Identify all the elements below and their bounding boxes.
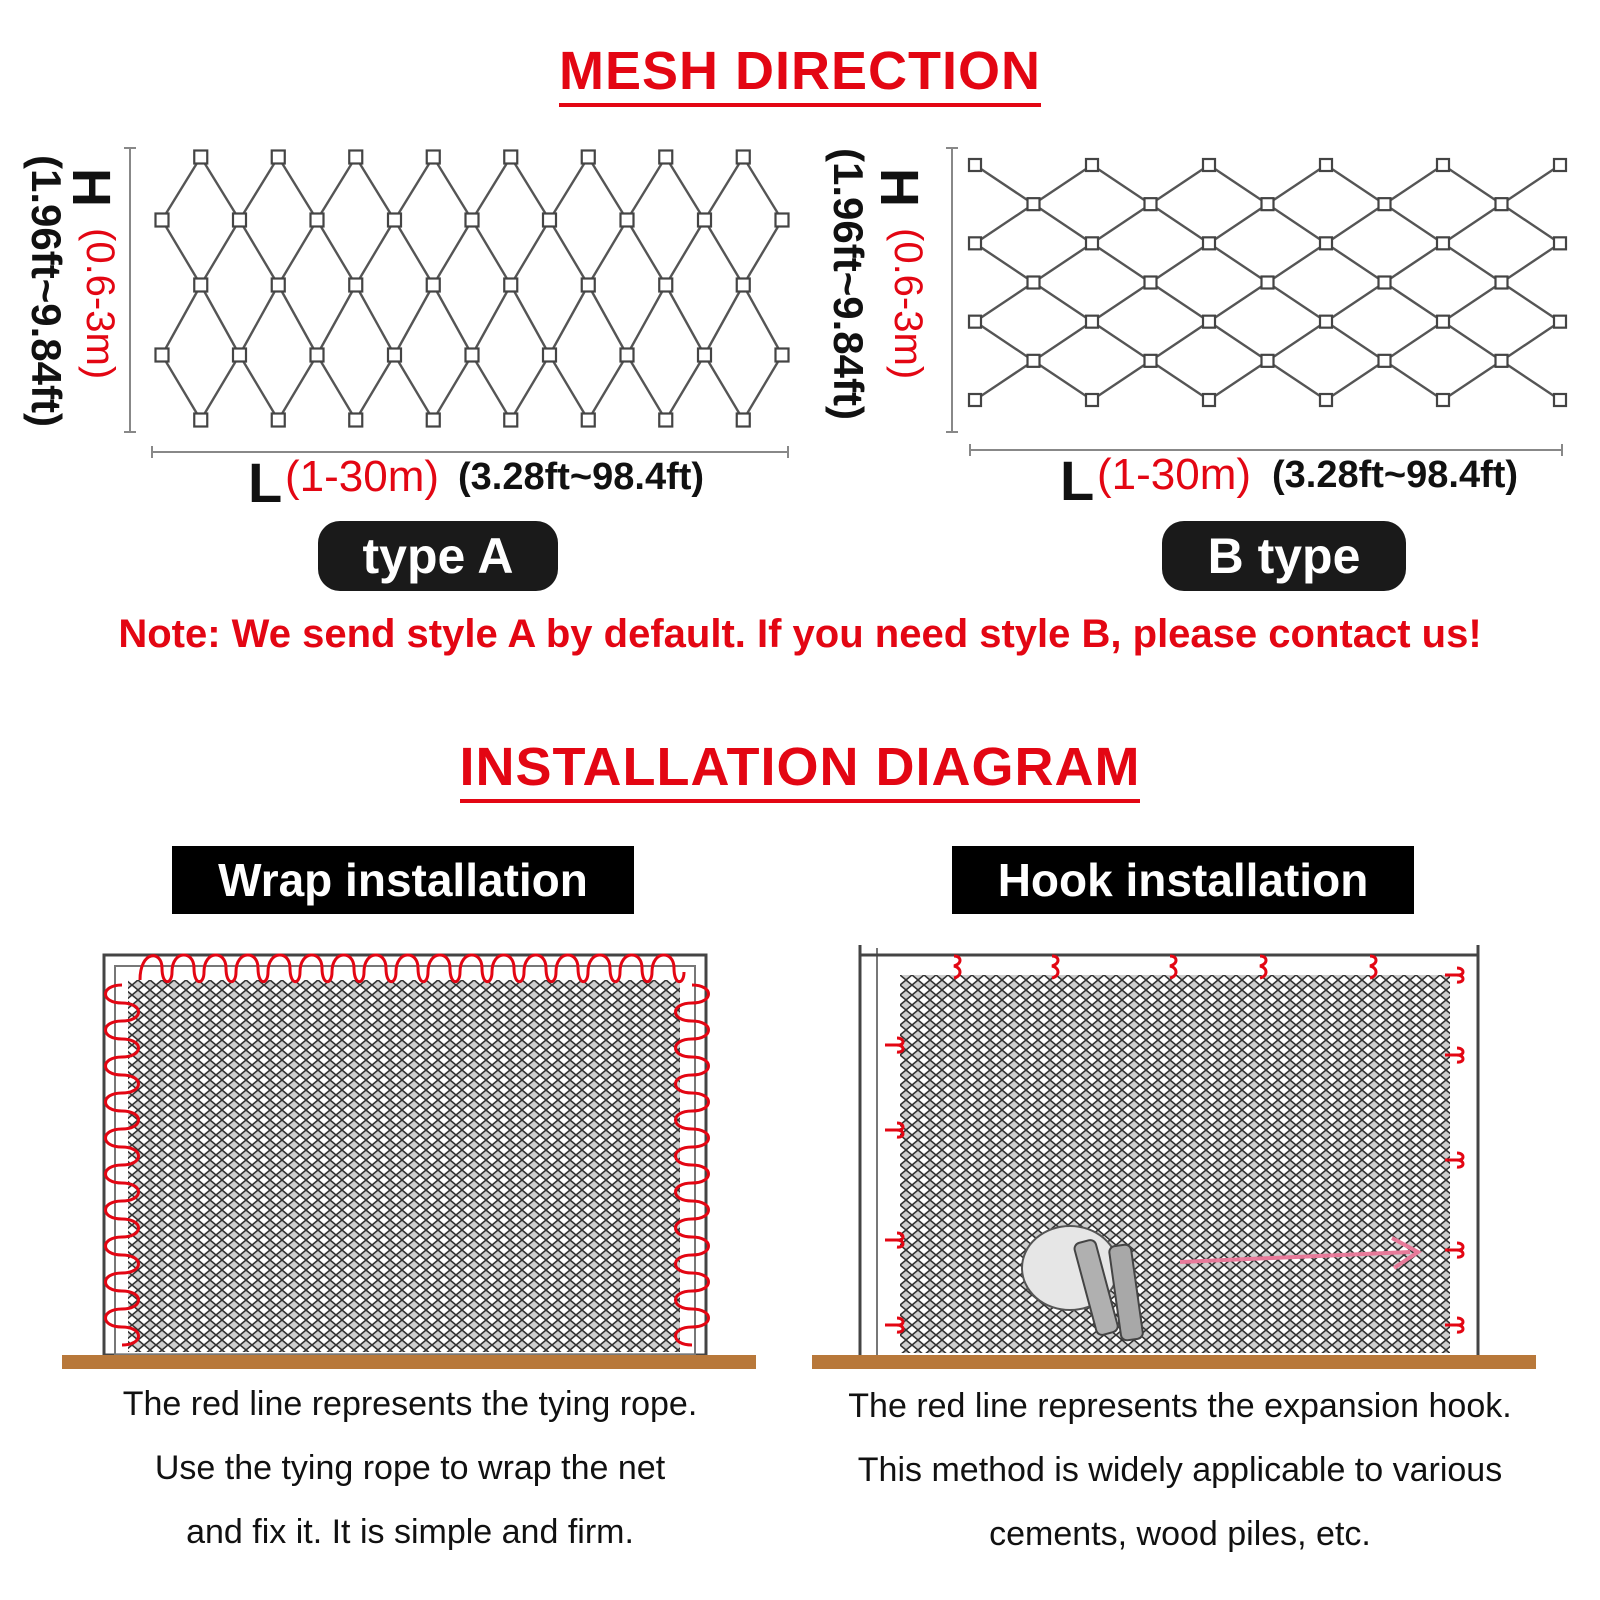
mesh-strand — [162, 157, 201, 220]
expansion-hook-icon — [1370, 956, 1376, 978]
mesh-knot — [1437, 394, 1449, 406]
mesh-strand — [1326, 283, 1385, 322]
mesh-knot — [349, 151, 362, 164]
expansion-hook-icon — [1170, 956, 1176, 978]
mesh-knot — [582, 414, 595, 427]
mesh-knot — [621, 214, 634, 227]
mesh-knot — [1203, 316, 1215, 328]
mesh-knot — [349, 414, 362, 427]
mesh-knot — [737, 279, 750, 292]
mesh-strand — [550, 220, 589, 285]
mesh-strand — [1385, 322, 1444, 361]
mesh-strand — [1268, 361, 1327, 400]
mesh-strand — [1209, 204, 1268, 243]
mesh-knot — [466, 349, 479, 362]
mesh-knot — [1320, 237, 1332, 249]
mesh-knot — [1320, 394, 1332, 406]
mesh-knot — [1437, 159, 1449, 171]
mesh-strand — [1268, 243, 1327, 282]
mesh-strand — [395, 285, 434, 355]
mesh-strand — [1209, 165, 1268, 204]
mesh-knot — [659, 151, 672, 164]
expansion-hook-icon — [954, 956, 960, 978]
mesh-strand — [627, 157, 666, 220]
mesh-strand — [666, 157, 705, 220]
mesh-strand — [472, 285, 511, 355]
mesh-strand — [1092, 165, 1151, 204]
mesh-strand — [511, 220, 550, 285]
mesh-knot — [1086, 316, 1098, 328]
mesh-strand — [201, 355, 240, 420]
mesh-strand — [1443, 361, 1502, 400]
mesh-knot — [1554, 237, 1566, 249]
mesh-strand — [1268, 322, 1327, 361]
mesh-knot — [1320, 159, 1332, 171]
mesh-strand — [472, 220, 511, 285]
mesh-strand — [1034, 165, 1093, 204]
wrap-caption-line: and fix it. It is simple and firm. — [186, 1513, 634, 1551]
mesh-knot — [233, 214, 246, 227]
mesh-strand — [1034, 243, 1093, 282]
mesh-strand — [975, 322, 1034, 361]
mesh-strand — [1092, 322, 1151, 361]
mesh-knot — [388, 214, 401, 227]
mesh-strand — [705, 285, 744, 355]
mesh-strand — [1443, 322, 1502, 361]
mesh-strand — [1268, 165, 1327, 204]
mesh-strand — [1443, 204, 1502, 243]
mesh-knot — [1145, 198, 1157, 210]
mesh-strand — [588, 157, 627, 220]
type-a-length-imperial: (3.28ft~98.4ft) — [458, 456, 705, 498]
mesh-strand — [162, 220, 201, 285]
mesh-knot — [349, 279, 362, 292]
mesh-strand — [588, 285, 627, 355]
mesh-strand — [743, 285, 782, 355]
mesh-strand — [1385, 283, 1444, 322]
mesh-knot — [1496, 277, 1508, 289]
wrap-caption-line: Use the tying rope to wrap the net — [154, 1449, 666, 1487]
mesh-strand — [550, 355, 589, 420]
mesh-knot — [427, 414, 440, 427]
mesh-strand — [1385, 165, 1444, 204]
mesh-knot — [582, 279, 595, 292]
wrap-ground — [62, 1355, 756, 1369]
mesh-strand — [550, 157, 589, 220]
mesh-strand — [1151, 243, 1210, 282]
mesh-knot — [427, 279, 440, 292]
mesh-strand — [1209, 361, 1268, 400]
mesh-strand — [201, 285, 240, 355]
mesh-knot — [1028, 355, 1040, 367]
mesh-knot — [1554, 316, 1566, 328]
mesh-strand — [472, 355, 511, 420]
mesh-knot — [659, 414, 672, 427]
mesh-strand — [433, 285, 472, 355]
installation-diagram-title: INSTALLATION DIAGRAM — [0, 736, 1600, 798]
mesh-strand — [511, 285, 550, 355]
mesh-strand — [1092, 283, 1151, 322]
expansion-hook-icon — [1052, 956, 1058, 978]
mesh-strand — [1209, 322, 1268, 361]
type-a-length-metric: (1-30m) — [285, 452, 440, 501]
type-b-height-metric: (0.6-3m) — [886, 228, 930, 380]
mesh-strand — [278, 285, 317, 355]
mesh-strand — [705, 355, 744, 420]
mesh-knot — [1203, 159, 1215, 171]
mesh-knot — [504, 279, 517, 292]
mesh-strand — [588, 355, 627, 420]
mesh-strand — [356, 220, 395, 285]
mesh-knot — [543, 214, 556, 227]
mesh-strand — [1326, 322, 1385, 361]
mesh-strand — [975, 165, 1034, 204]
mesh-strand — [588, 220, 627, 285]
mesh-strand — [433, 157, 472, 220]
mesh-knot — [969, 316, 981, 328]
mesh-strand — [278, 220, 317, 285]
mesh-strand — [201, 157, 240, 220]
mesh-strand — [356, 285, 395, 355]
mesh-knot — [1554, 159, 1566, 171]
mesh-strand — [511, 355, 550, 420]
mesh-strand — [240, 220, 279, 285]
mesh-strand — [666, 355, 705, 420]
mesh-strand — [1092, 361, 1151, 400]
mesh-strand — [240, 355, 279, 420]
mesh-knot — [194, 151, 207, 164]
mesh-knot — [1203, 394, 1215, 406]
mesh-strand — [1034, 361, 1093, 400]
mesh-strand — [975, 283, 1034, 322]
mesh-knot — [698, 349, 711, 362]
mesh-knot — [311, 349, 324, 362]
mesh-knot — [737, 414, 750, 427]
hook-ground — [812, 1355, 1536, 1369]
mesh-strand — [1443, 165, 1502, 204]
mesh-knot — [504, 414, 517, 427]
mesh-knot — [1379, 355, 1391, 367]
mesh-knot — [1028, 277, 1040, 289]
mesh-strand — [433, 355, 472, 420]
type-b-label: B type — [1162, 521, 1406, 591]
wrap-installation-label: Wrap installation — [172, 846, 634, 914]
mesh-strand — [1209, 243, 1268, 282]
mesh-knot — [272, 279, 285, 292]
mesh-strand — [1151, 204, 1210, 243]
mesh-strand — [1502, 165, 1561, 204]
mesh-knot — [272, 414, 285, 427]
mesh-knot — [776, 349, 789, 362]
mesh-knot — [1145, 277, 1157, 289]
hook-net — [900, 975, 1450, 1353]
mesh-strand — [1151, 322, 1210, 361]
mesh-knot — [194, 279, 207, 292]
mesh-strand — [975, 243, 1034, 282]
mesh-knot — [969, 394, 981, 406]
wrap-rope-top — [140, 955, 684, 982]
mesh-strand — [317, 157, 356, 220]
mesh-strand — [1151, 165, 1210, 204]
mesh-strand — [162, 355, 201, 420]
mesh-strand — [1385, 243, 1444, 282]
mesh-strand — [472, 157, 511, 220]
mesh-strand — [705, 157, 744, 220]
hook-installation-label: Hook installation — [952, 846, 1414, 914]
mesh-knot — [659, 279, 672, 292]
mesh-knot — [466, 214, 479, 227]
mesh-strand — [1502, 204, 1561, 243]
mesh-knot — [582, 151, 595, 164]
mesh-strand — [278, 157, 317, 220]
mesh-knot — [1203, 237, 1215, 249]
mesh-strand — [1502, 243, 1561, 282]
mesh-strand — [1034, 283, 1093, 322]
mesh-strand — [1034, 204, 1093, 243]
mesh-knot — [272, 151, 285, 164]
mesh-knot — [504, 151, 517, 164]
mesh-strand — [433, 220, 472, 285]
mesh-knot — [427, 151, 440, 164]
mesh-strand — [1502, 283, 1561, 322]
hook-caption-line: This method is widely applicable to various — [857, 1451, 1503, 1489]
mesh-strand — [975, 361, 1034, 400]
mesh-knot — [1262, 198, 1274, 210]
mesh-strand — [395, 157, 434, 220]
type-a-height-letter: H — [61, 168, 121, 207]
mesh-knot — [156, 214, 169, 227]
mesh-strand — [743, 355, 782, 420]
mesh-strand — [666, 220, 705, 285]
mesh-knot — [737, 151, 750, 164]
hook-caption-line: cements, wood piles, etc. — [989, 1515, 1371, 1553]
mesh-strand — [278, 355, 317, 420]
mesh-strand — [1326, 361, 1385, 400]
mesh-strand — [356, 355, 395, 420]
mesh-strand — [975, 204, 1034, 243]
type-b-length-metric: (1-30m) — [1097, 450, 1252, 499]
wrap-net — [128, 980, 680, 1352]
mesh-knot — [1086, 394, 1098, 406]
type-a-length-letter: L — [248, 451, 283, 514]
mesh-strand — [317, 220, 356, 285]
mesh-strand — [1151, 283, 1210, 322]
default-style-note: Note: We send style A by default. If you need style B, please contact us! — [118, 612, 1482, 656]
mesh-strand — [1092, 243, 1151, 282]
mesh-strand — [511, 157, 550, 220]
mesh-knot — [388, 349, 401, 362]
mesh-strand — [1268, 283, 1327, 322]
mesh-knot — [1086, 237, 1098, 249]
mesh-knot — [156, 349, 169, 362]
type-b-length-imperial: (3.28ft~98.4ft) — [1272, 454, 1519, 496]
mesh-knot — [1086, 159, 1098, 171]
expansion-hook-icon — [1260, 956, 1266, 978]
mesh-strand — [240, 285, 279, 355]
mesh-strand — [1209, 283, 1268, 322]
mesh-strand — [1326, 204, 1385, 243]
mesh-knot — [194, 414, 207, 427]
wrap-rope-right — [676, 985, 709, 1345]
mesh-strand — [395, 355, 434, 420]
mesh-strand — [395, 220, 434, 285]
type-b-height-imperial: (1.96ft~9.84ft) — [825, 148, 872, 420]
mesh-strand — [743, 157, 782, 220]
mesh-strand — [1443, 283, 1502, 322]
mesh-strand — [666, 285, 705, 355]
mesh-strand — [1385, 204, 1444, 243]
mesh-knot — [1496, 198, 1508, 210]
mesh-knot — [1028, 198, 1040, 210]
mesh-strand — [240, 157, 279, 220]
mesh-strand — [1443, 243, 1502, 282]
mesh-knot — [1496, 355, 1508, 367]
mesh-knot — [1379, 198, 1391, 210]
mesh-knot — [1262, 277, 1274, 289]
mesh-knot — [698, 214, 711, 227]
mesh-knot — [1379, 277, 1391, 289]
mesh-strand — [627, 220, 666, 285]
mesh-strand — [627, 285, 666, 355]
mesh-strand — [1268, 204, 1327, 243]
mesh-strand — [1092, 204, 1151, 243]
mesh-strand — [1326, 243, 1385, 282]
mesh-strand — [162, 285, 201, 355]
mesh-knot — [1145, 355, 1157, 367]
wrap-caption-line: The red line represents the tying rope. — [122, 1385, 698, 1423]
mesh-knot — [969, 159, 981, 171]
mesh-strand — [317, 285, 356, 355]
mesh-direction-title: MESH DIRECTION — [0, 40, 1600, 102]
wrap-installation-caption — [60, 1372, 760, 1564]
mesh-strand — [201, 220, 240, 285]
mesh-knot — [1437, 237, 1449, 249]
mesh-knot — [969, 237, 981, 249]
mesh-strand — [1034, 322, 1093, 361]
mesh-knot — [543, 349, 556, 362]
mesh-strand — [743, 220, 782, 285]
type-a-height-metric: (0.6-3m) — [78, 228, 122, 380]
mesh-knot — [311, 214, 324, 227]
type-a-label: type A — [318, 521, 558, 591]
mesh-strand — [550, 285, 589, 355]
mesh-knot — [1437, 316, 1449, 328]
mesh-strand — [1502, 322, 1561, 361]
mesh-strand — [705, 220, 744, 285]
mesh-strand — [1151, 361, 1210, 400]
type-b-length-letter: L — [1060, 449, 1095, 512]
hook-caption-line: The red line represents the expansion hook. — [848, 1387, 1512, 1425]
mesh-strand — [1502, 361, 1561, 400]
mesh-strand — [317, 355, 356, 420]
mesh-knot — [1262, 355, 1274, 367]
hook-installation-caption — [800, 1374, 1560, 1566]
mesh-strand — [627, 355, 666, 420]
type-a-height-imperial: (1.96ft~9.84ft) — [23, 155, 70, 427]
mesh-knot — [776, 214, 789, 227]
mesh-strand — [356, 157, 395, 220]
type-b-height-letter: H — [869, 168, 929, 207]
mesh-knot — [621, 349, 634, 362]
mesh-knot — [1320, 316, 1332, 328]
mesh-strand — [1326, 165, 1385, 204]
mesh-strand — [1385, 361, 1444, 400]
mesh-knot — [233, 349, 246, 362]
mesh-knot — [1554, 394, 1566, 406]
